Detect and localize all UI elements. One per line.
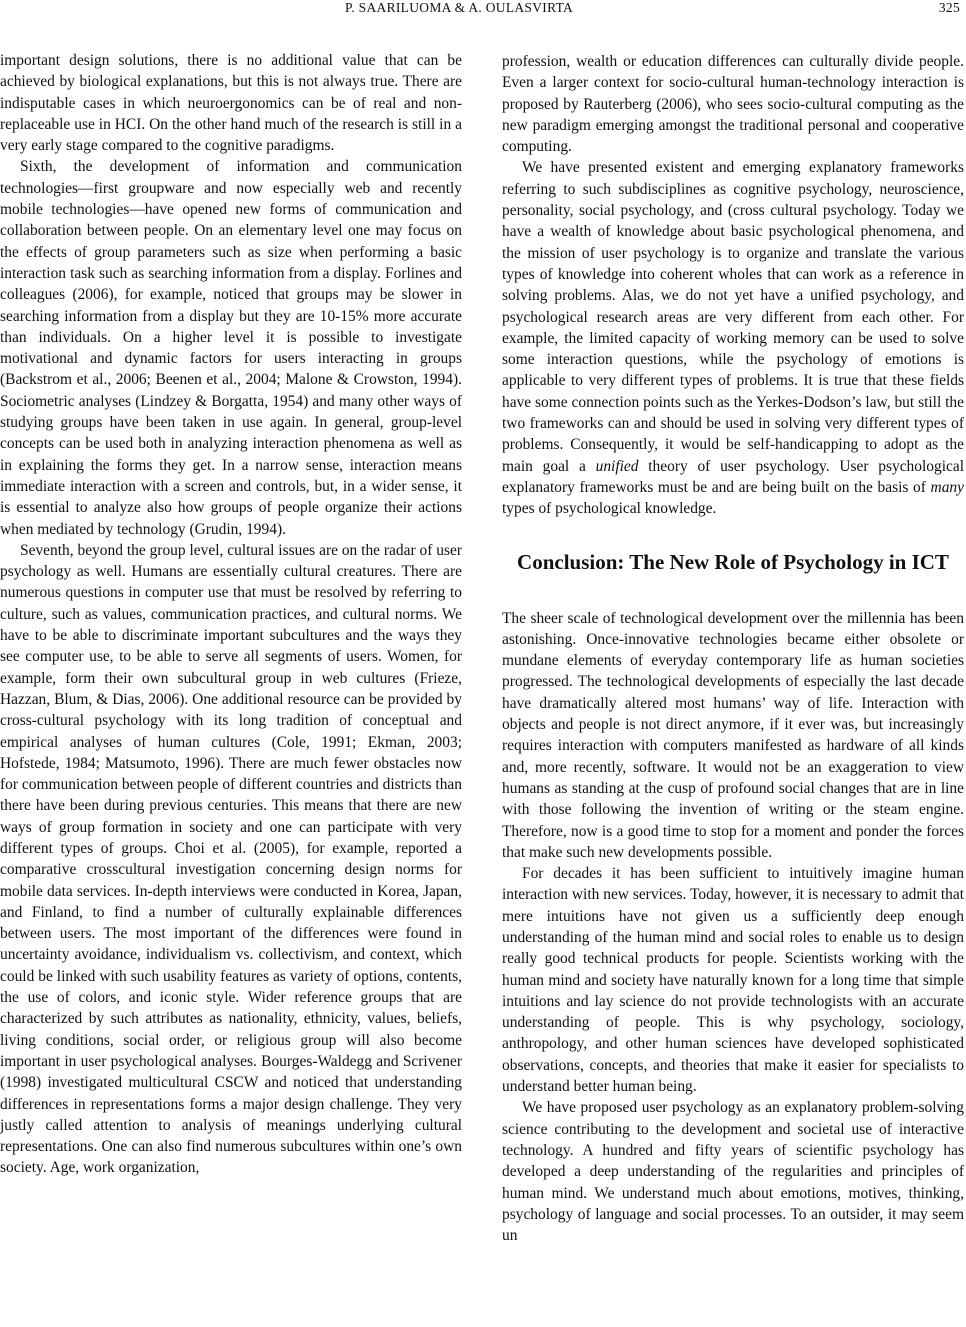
page-number: 325 xyxy=(938,0,960,15)
text-run: We have presented existent and emerging explanatory frameworks referring to such subdisciplines as cognitive psychology, neuroscience, personality, social psychology, and (cross cultural psychology. Today we have a wealth of knowledge about basic psychological phenomena, and the mission of user psychology is to organize and translate the various types of knowledge into coherent wholes that can work as a reference in solving problems. Alas, we do not yet have a unified psychology, and psychological research areas are very different from each other. For example, the limited capacity of working memory can be used to solve some interaction questions, while the psychology of emotions is applicable to very different types of problems. It is true that these fields have some connection points such as the Yerkes-Dodson’s law, but still the two frameworks can and should be used in solving very different types of problems. Consequently, it would be self-handicapping to adopt as the main goal a xyxy=(502,159,964,475)
paragraph: We have proposed user psychology as an explanatory problem-solving science contributing to the development and societal use of interactive technology. A hundred and fifty years of scientific psychology has developed a deep understanding of the regularities and principles of human mind. We understand much about emotions, motives, thinking, psychology of language and social processes. To an outsider, it may seem un xyxy=(502,1099,964,1245)
running-head-authors: P. SAARILUOMA & A. OULASVIRTA xyxy=(345,0,574,15)
left-column xyxy=(0,50,462,1179)
paragraph: Seventh, beyond the group level, cultural issues are on the radar of user psychology as well. Humans are essentially cultural creatures. There are numerous questions in computer use that must be resolved by referring to culture, such as values, communication practices, and cultural norms. We have to be able to discriminate important subcultures and the ways they see computer use, to be able to serve all segments of users. Women, for example, form their own subcultural group in web cultures (Frieze, Hazzan, Blum, & Dias, 2006). One additional resource can be provided by cross-cultural psychology with its long tradition of conceptual and empirical analyses of human cultures (Cole, 1991; Ekman, 2003; Hofstede, 1984; Matsumoto, 1996). There are much fewer obstacles now for communication between people of different countries and districts than there have been during previous centuries. This means that there are new ways of group formation in society and one can participate with very different types of groups. Choi et al. (2005), for example, reported a comparative crosscultural investigation concerning design norms for mobile data services. In-depth interviews were conducted in Korea, Japan, and Finland, to find a number of culturally explainable differences between users. The most important of the differences were found in uncertainty avoidance, individualism vs. collectivism, and context, which could be linked with such usability features as variety of options, contents, the use of colors, and iconic style. Wider reference groups that are characterized by such attributes as nationality, ethnicity, values, beliefs, living conditions, social order, or religious group will also become important in user psychological analyses. Bourges-Waldegg and Scrivener (1998) investigated multicultural CSCW and noticed that understanding differences in representations forms a major design challenge. They very justly called attention to analysis of meanings underlying cultural representations. One can also find numerous subcultures within one’s own society. Age, work organization, xyxy=(0,541,462,1177)
text-run: theory of user psychology. User psychological explanatory frameworks must be and are being built on the basis of xyxy=(502,457,964,496)
paragraph: The sheer scale of technological development over the millennia has been astonishing. Once-innovative technologies became either obsolete or mundane elements of everyday contemporary life as human societies progressed. The technological developments of especially the last decade have dramatically altered most humans’ way of life. Interaction with objects and people is not direct anymore, if it ever was, but increasingly requires interaction with computers manifested as hardware of all kinds and, more recently, software. It would not be an exaggeration to view humans as standing at the cusp of profound social changes that are in line with those following the invention of writing or the steam engine. Therefore, now is a good time to stop for a moment and ponder the forces that make such new developments possible. xyxy=(502,609,964,861)
text-run: types of psychological knowledge. xyxy=(502,500,717,518)
right-column xyxy=(502,51,964,1246)
emphasis-many: many xyxy=(930,478,964,496)
paragraph xyxy=(502,157,964,519)
paragraph: Sixth, the development of information and communication technologies—first groupware and now especially web and recently mobile technologies—have opened new forms of communication and collaboration between people. On an elementary level one may focus on the effects of group parameters such as size when performing a basic interaction task such as searching information from a display. Forlines and colleagues (2006), for example, noticed that groups may be slower in searching information from a display but they are 10-15% more accurate than individuals. On a higher level it is possible to investigate motivational and dynamic factors for users interacting in groups (Backstrom et al., 2006; Beenen et al., 2004; Malone & Crowston, 1994). Sociometric analyses (Lindzey & Borgatta, 1954) and many other ways of studying groups have been taken in use again. In general, group-level concepts can be used both in analyzing interaction phenomena as well as in explaining the forms they get. In a narrow sense, interaction means immediate interaction with a screen and controls, but, in a wider sense, it is essential to analyze also how groups of people organize their actions when mediated by technology (Grudin, 1994). xyxy=(0,158,462,538)
paragraph: For decades it has been sufficient to intuitively imagine human interaction with new services. Today, however, it is necessary to admit that mere intuitions have not given us a sufficiently deep enough understanding of the human mind and social roles to enable us to design really good technical products for people. Scientists working with the human mind and society have naturally known for a long time that simple intuitions and lay science do not provide technologists with an accurate understanding of people. This is why psychology, sociology, anthropology, and other human sciences have developed sophisticated observations, concepts, and theories that make it easier for specialists to understand better human being. xyxy=(502,865,964,1096)
paragraph: important design solutions, there is no additional value that can be achieved by biological explanations, but this is not always true. There are indisputable cases in which neuroergonomics can be of real and non-replaceable use in HCI. On the other hand much of the research is still in a very early stage compared to the cognitive paradigms. xyxy=(0,52,462,155)
running-head xyxy=(0,0,966,22)
section-heading: Conclusion: The New Role of Psychology in ICT xyxy=(517,549,949,574)
paragraph: profession, wealth or education differences can culturally divide people. Even a larger context for socio-cultural human-technology interaction is proposed by Rauterberg (2006), who sees socio-cultural computing as the new paradigm emerging amongst the traditional personal and cooperative computing. xyxy=(502,53,964,156)
emphasis-unified: unified xyxy=(595,457,639,475)
